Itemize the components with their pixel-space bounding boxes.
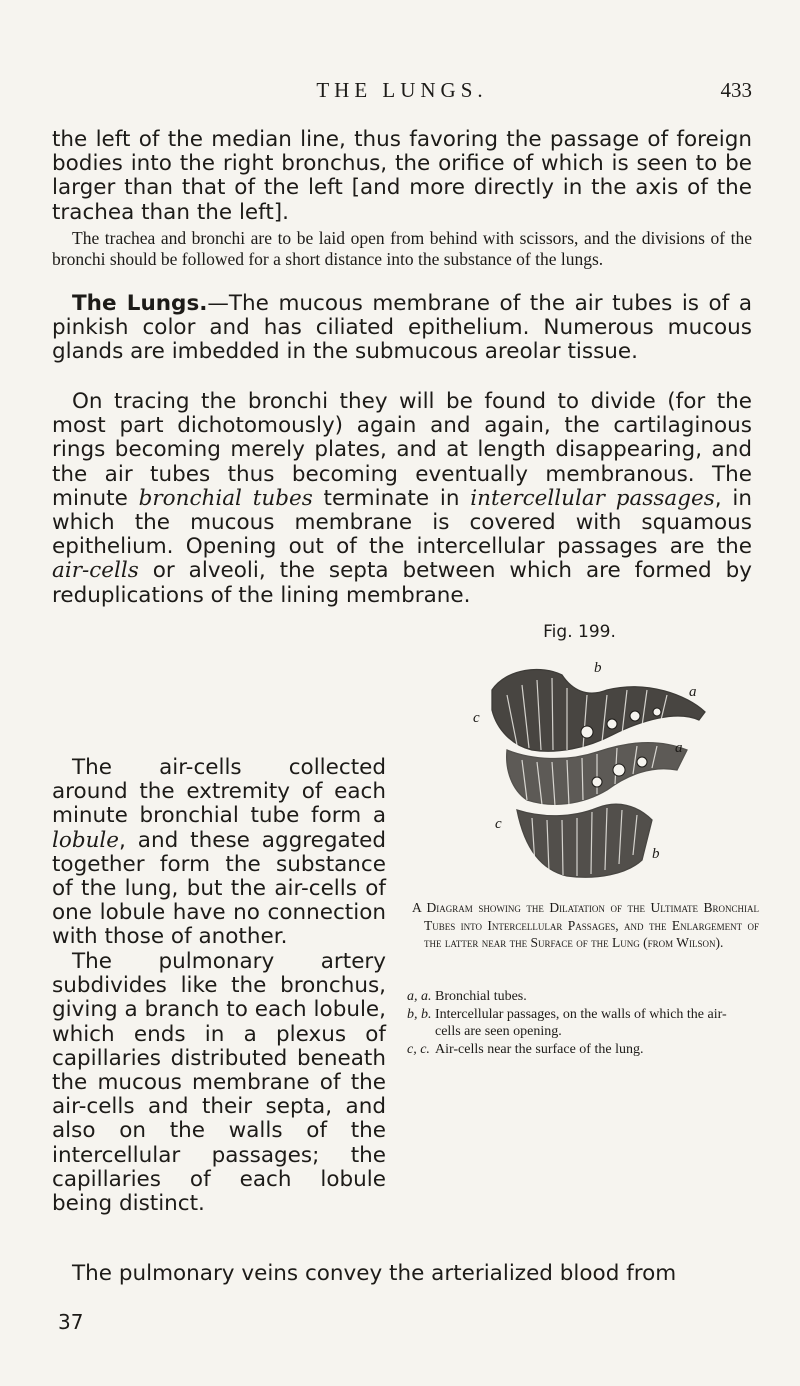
figure-letter-c-bottom: c: [495, 816, 502, 832]
figure-letter-c-left: c: [473, 710, 480, 726]
term-intercellular-passages: intercellular passages: [470, 485, 715, 511]
paragraph-3: [52, 292, 752, 365]
figure-label: Fig. 199.: [543, 622, 616, 642]
term-bronchial-tubes: bronchial tubes: [138, 485, 313, 511]
paragraph-6: The pulmonary artery subdivides like the bronchus, giving a branch to each lobule, which ends in a plexus of capillaries distributed beneath the mucous membrane of the air-cells and their septa, and also on the walls of the intercellular passages; the capillaries of each lobule being distinct.: [52, 949, 386, 1217]
running-head: [52, 78, 752, 108]
term-lobule: lobule: [52, 827, 120, 853]
figure-legend: [407, 988, 747, 1058]
paragraph-4-text-c: , in which the mucous membrane is covered with squamous epithelium. Opening out of the intercellular passages are the: [52, 485, 752, 560]
term-air-cells: air-cells: [52, 558, 139, 584]
signature-mark: 37: [58, 1310, 84, 1334]
legend-key: b, b.: [407, 1006, 432, 1022]
paragraph-2: The trachea and bronchi are to be laid open from behind with scissors, and the divisions of the bronchi should be followed for a short distance into the substance of the lungs.: [52, 228, 752, 269]
paragraph-5: [52, 756, 386, 950]
legend-key: a, a.: [407, 989, 432, 1004]
paragraph-7: The pulmonary veins convey the arterialized blood from: [72, 1261, 677, 1286]
running-title: THE LUNGS.: [316, 78, 488, 102]
figure-letter-a-mid: a: [675, 740, 683, 756]
figure-letter-a-right: a: [689, 684, 697, 700]
legend-text: Intercellular passages, on the walls of which the air-cells are seen opening.: [435, 1006, 727, 1039]
legend-item: [407, 1006, 747, 1041]
paragraph-4-top: [52, 390, 752, 608]
figure-letter-b-bottom: b: [652, 846, 660, 862]
legend-item: [407, 988, 747, 1006]
legend-text: Air-cells near the surface of the lung.: [435, 1041, 644, 1057]
legend-item: [407, 1041, 747, 1059]
paragraph-3-text: —The mucous membrane of the air tubes is of a pinkish color and has ciliated epithelium. Numerous mucous glands are imbedded in the submucous areolar tissue.: [52, 291, 752, 365]
figure-caption: A Diagram showing the Dilatation of the Ultimate Bronchial Tubes into Intercellular Passages, and the Enlargement of the latter near the Surface of the Lung (from Wilson).: [412, 900, 759, 950]
paragraph-4-text-b: terminate in: [312, 485, 471, 511]
paragraph-4-text-d: or alveoli, the septa between which are formed by reduplications of the lining membrane.: [52, 558, 752, 608]
paragraph-5-text-b: , and these aggregated together form the substance of the lung, but the air-cells of one lobule have no connection with those of another.: [52, 827, 386, 950]
figure-199: [407, 622, 759, 1092]
section-heading: The Lungs.: [72, 291, 208, 316]
page-number: 433: [720, 78, 752, 102]
legend-text: Bronchial tubes.: [435, 989, 527, 1004]
paragraph-5-text: The air-cells collected around the extremity of each minute bronchial tube form a: [52, 755, 386, 829]
paragraph-4-text: On tracing the bronchi they will be found to divide (for the most part dichotomously) again and again, the cartilaginous rings becoming merely plates, and at length disappearing, and the air tubes thus becoming eventually membranous. The minute: [52, 389, 752, 511]
bronchial-diagram: [437, 650, 727, 890]
paragraph-1: the left of the median line, thus favoring the passage of foreign bodies into the right bronchus, the orifice of which is seen to be larger than that of the left [and more directly in the axis of the trachea than the left].: [52, 127, 752, 225]
legend-key: c, c.: [407, 1041, 430, 1057]
figure-letter-b-top: b: [594, 660, 602, 676]
